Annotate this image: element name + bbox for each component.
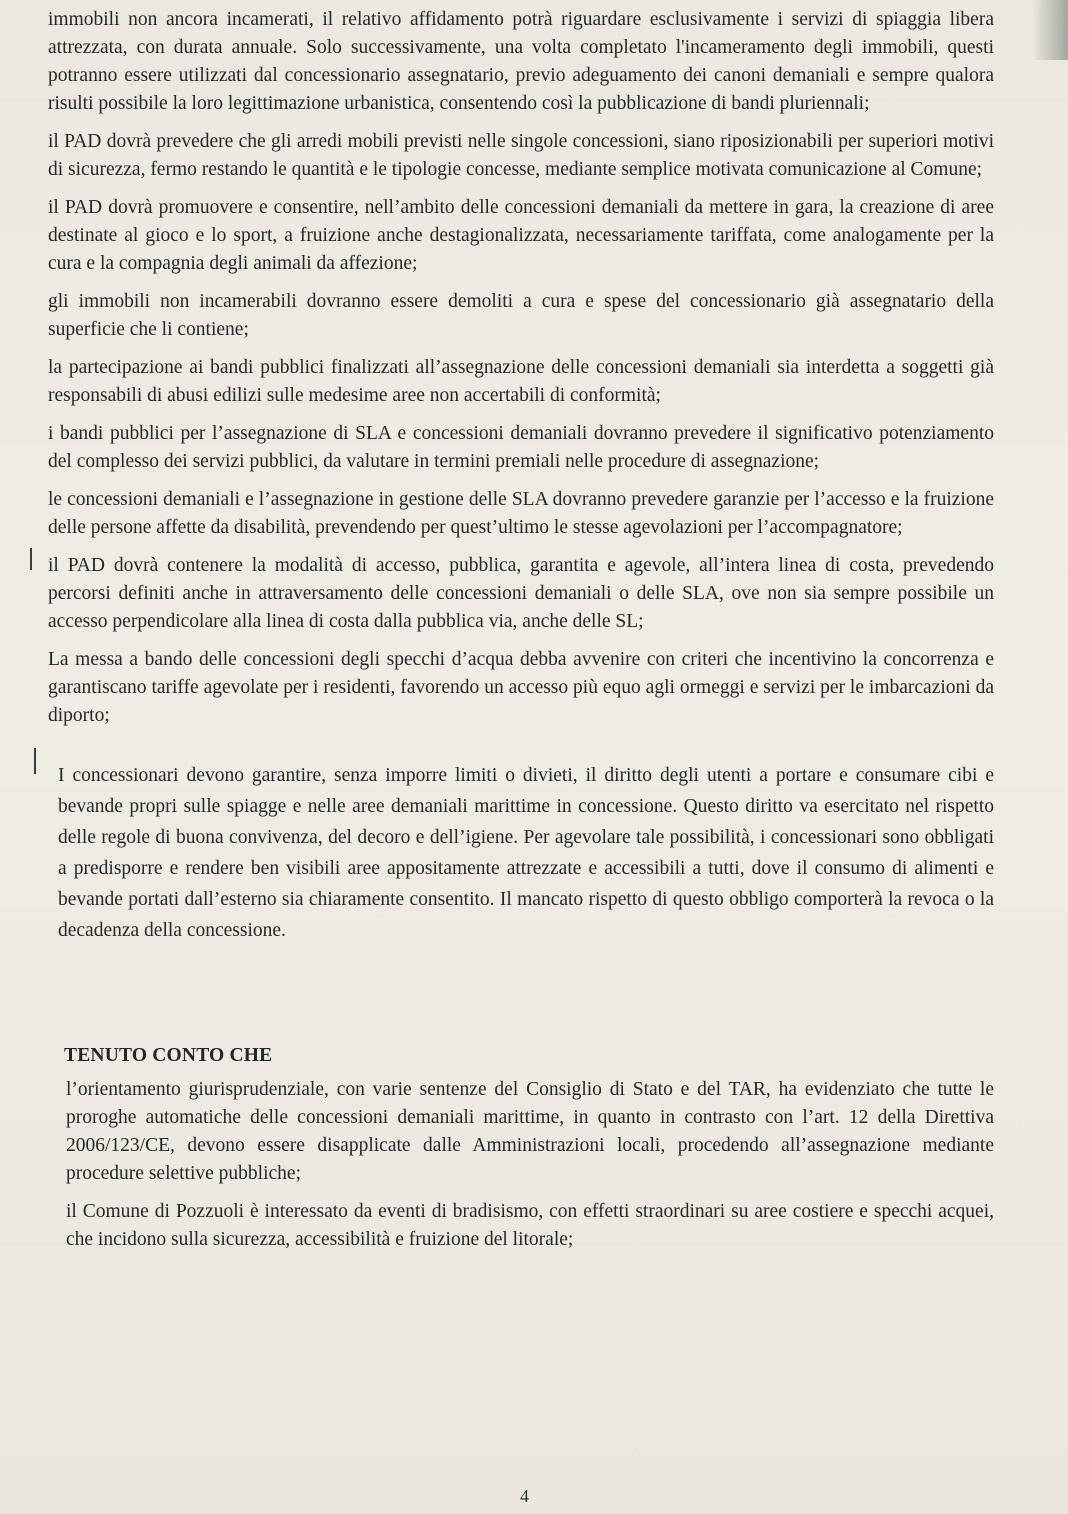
- paragraph: la partecipazione ai bandi pubblici finalizzati all’assegnazione delle concessioni demaniali sia interdetta a soggetti già responsabili di abusi edilizi sulle medesime aree non accertabili di conformità;: [48, 357, 994, 406]
- margin-mark: [30, 548, 32, 570]
- paragraph: La messa a bando delle concessioni degli specchi d’acqua debba avvenire con criteri che incentivino la concorrenza e garantiscano tariffe agevolate per i residenti, favorendo un accesso più equo agli ormeggi e servizi per le imbarcazioni da diporto;: [48, 649, 994, 726]
- paragraph: le concessioni demaniali e l’assegnazione in gestione delle SLA dovranno prevedere garanzie per l’accesso e la fruizione delle persone affette da disabilità, prevendendo per quest’ultimo le stesse agevolazioni per l’accompagnatore;: [48, 489, 994, 538]
- margin-mark: [34, 748, 36, 774]
- section-heading: TENUTO CONTO CHE: [64, 1045, 273, 1066]
- paragraph: il PAD dovrà promuovere e consentire, nell’ambito delle concessioni demaniali da mettere in gara, la creazione di aree destinate al gioco e lo sport, a fruizione anche destagionalizzata, necessariamente tariffata, come analogamente per la cura e la compagnia degli animali da affezione;: [48, 197, 994, 274]
- section-paragraph: l’orientamento giurisprudenziale, con varie sentenze del Consiglio di Stato e del TAR, ha evidenziato che tutte le proroghe automatiche delle concessioni demaniali marittime, in quanto in contrasto con l’art. 12 della Direttiva 2006/123/CE, devono essere disapplicate dalle Amministrazioni locali, procedendo all’assegnazione mediante procedure selettive pubbliche;: [66, 1079, 994, 1184]
- paragraph: gli immobili non incamerabili dovranno essere demoliti a cura e spese del concessionario già assegnatario della superficie che li contiene;: [48, 291, 994, 340]
- page-number: 4: [520, 1486, 529, 1506]
- paragraph-beach-food-rights: I concessionari devono garantire, senza imporre limiti o divieti, il diritto degli utenti a portare e consumare cibi e bevande propri sulle spiagge e nelle aree demaniali marittime in concessione. Questo diritto va esercitato nel rispetto delle regole di buona convivenza, del decoro e dell’igiene. Per agevolare tale possibilità, i concessionari sono obbligati a predisporre e rendere ben visibili aree appositamente attrezzate e accessibili a tutti, dove il consumo di alimenti e bevande portati dall’esterno sia chiaramente consentito. Il mancato rispetto di questo obbligo comporterà la revoca o la decadenza della concessione.: [58, 765, 994, 941]
- paragraph: il PAD dovrà prevedere che gli arredi mobili previsti nelle singole concessioni, siano riposizionabili per superiori motivi di sicurezza, fermo restando le quantità e le tipologie concesse, mediante semplice motivata comunicazione al Comune;: [48, 131, 994, 180]
- document-body: [48, 0, 994, 1264]
- paragraph: immobili non ancora incamerati, il relativo affidamento potrà riguardare esclusivamente i servizi di spiaggia libera attrezzata, con durata annuale. Solo successivamente, una volta completato l'incameramento degli immobili, questi potranno essere utilizzati dal concessionario assegnatario, previo adeguamento dei canoni demaniali e sempre qualora risulti possibile la loro legittimazione urbanistica, consentendo così la pubblicazione di bandi pluriennali;: [48, 9, 994, 114]
- paragraph: il PAD dovrà contenere la modalità di accesso, pubblica, garantita e agevole, all’intera linea di costa, prevedendo percorsi definiti anche in attraversamento delle concessioni demaniali o delle SLA, ove non sia sempre possibile un accesso perpendicolare alla linea di costa dalla pubblica via, anche delle SL;: [48, 555, 994, 632]
- paragraph: i bandi pubblici per l’assegnazione di SLA e concessioni demaniali dovranno prevedere il significativo potenziamento del complesso dei servizi pubblici, da valutare in termini premiali nelle procedure di assegnazione;: [48, 423, 994, 472]
- page-edge-shadow: [1032, 0, 1068, 60]
- section-paragraph: il Comune di Pozzuoli è interessato da eventi di bradisismo, con effetti straordinari su aree costiere e specchi acquei, che incidono sulla sicurezza, accessibilità e fruizione del litorale;: [66, 1201, 994, 1250]
